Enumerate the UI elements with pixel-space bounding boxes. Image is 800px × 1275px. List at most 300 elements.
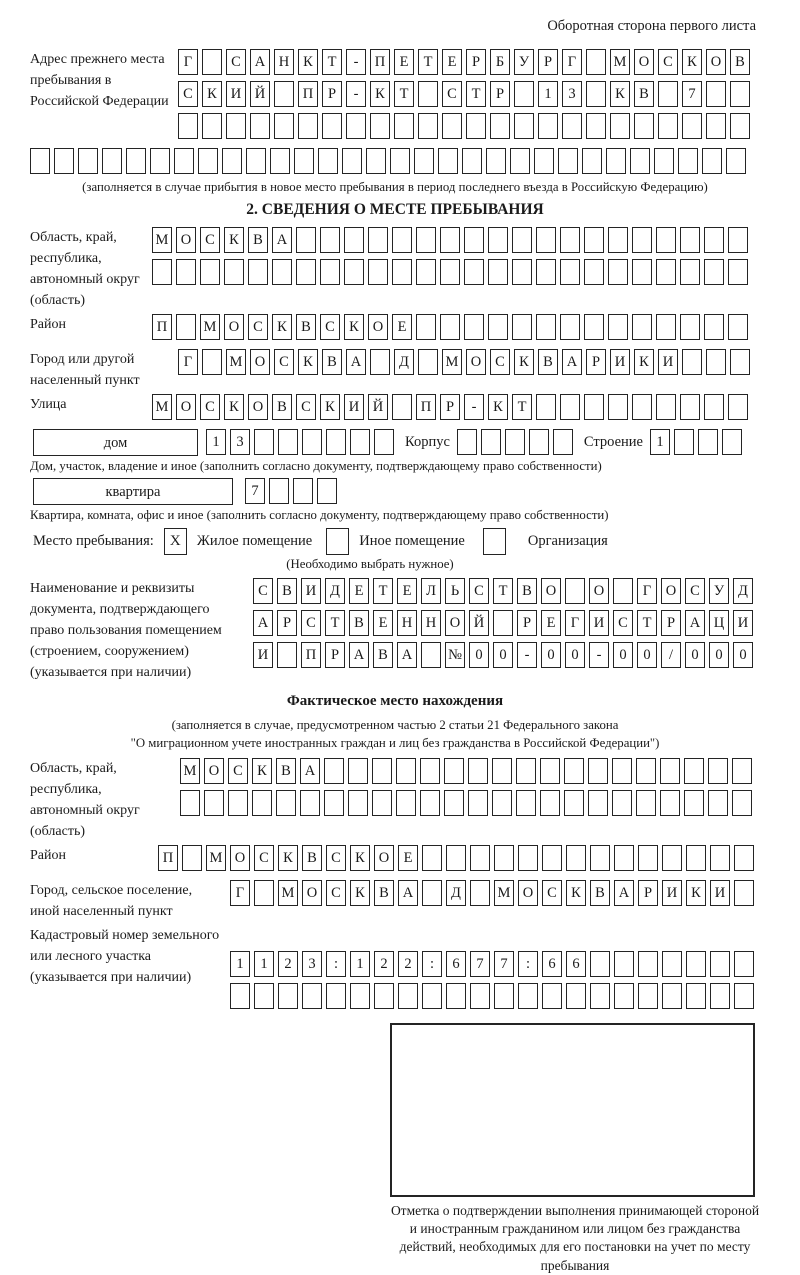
char-cell[interactable] [632,394,652,420]
char-cell[interactable] [584,227,604,253]
char-cell[interactable]: С [320,314,340,340]
char-cell[interactable] [422,845,442,871]
char-cell[interactable] [614,983,634,1009]
char-cell[interactable]: 7 [682,81,702,107]
char-cell[interactable]: П [152,314,172,340]
char-cell[interactable] [536,314,556,340]
char-cell[interactable]: А [346,349,366,375]
char-cell[interactable]: Ь [445,578,465,604]
char-cell[interactable] [558,148,578,174]
char-cell[interactable] [269,478,289,504]
char-cell[interactable] [682,113,702,139]
char-cell[interactable] [370,113,390,139]
char-cell[interactable]: 2 [278,951,298,977]
char-cell[interactable] [320,259,340,285]
char-cell[interactable]: А [300,758,320,784]
char-cell[interactable] [298,113,318,139]
char-cell[interactable]: Г [637,578,657,604]
char-cell[interactable] [734,951,754,977]
char-cell[interactable]: С [178,81,198,107]
char-cell[interactable] [421,642,441,668]
char-cell[interactable] [270,148,290,174]
char-cell[interactable]: 3 [230,429,250,455]
char-cell[interactable] [462,148,482,174]
char-cell[interactable] [374,429,394,455]
char-cell[interactable]: Л [421,578,441,604]
char-cell[interactable] [632,227,652,253]
char-cell[interactable]: Е [442,49,462,75]
char-cell[interactable]: О [302,880,322,906]
char-cell[interactable]: Т [373,578,393,604]
char-cell[interactable]: Е [541,610,561,636]
char-cell[interactable] [396,790,416,816]
char-cell[interactable] [346,113,366,139]
char-cell[interactable]: С [326,845,346,871]
char-cell[interactable]: Р [325,642,345,668]
char-cell[interactable]: А [614,880,634,906]
char-cell[interactable]: Т [493,578,513,604]
char-cell[interactable]: К [488,394,508,420]
char-cell[interactable]: А [272,227,292,253]
char-cell[interactable] [505,429,525,455]
char-cell[interactable]: К [278,845,298,871]
char-cell[interactable]: - [346,81,366,107]
char-cell[interactable] [656,394,676,420]
char-cell[interactable] [662,845,682,871]
char-cell[interactable] [202,349,222,375]
char-cell[interactable] [710,845,730,871]
char-cell[interactable] [182,845,202,871]
char-cell[interactable] [654,148,674,174]
char-cell[interactable] [565,578,585,604]
char-cell[interactable]: К [634,349,654,375]
char-cell[interactable] [728,314,748,340]
char-cell[interactable]: К [566,880,586,906]
char-cell[interactable]: 1 [538,81,558,107]
char-cell[interactable] [512,227,532,253]
char-cell[interactable] [516,758,536,784]
char-cell[interactable]: М [206,845,226,871]
char-cell[interactable]: К [224,227,244,253]
char-cell[interactable] [730,113,750,139]
char-cell[interactable] [490,113,510,139]
char-cell[interactable] [608,227,628,253]
char-cell[interactable] [317,478,337,504]
char-cell[interactable]: 0 [469,642,489,668]
char-cell[interactable]: В [296,314,316,340]
char-cell[interactable] [510,148,530,174]
char-cell[interactable]: К [350,845,370,871]
char-cell[interactable]: Р [440,394,460,420]
char-cell[interactable]: 6 [446,951,466,977]
char-cell[interactable]: В [373,642,393,668]
char-cell[interactable] [226,113,246,139]
char-cell[interactable]: Е [394,49,414,75]
char-cell[interactable] [446,845,466,871]
char-cell[interactable] [518,845,538,871]
char-cell[interactable]: О [230,845,250,871]
char-cell[interactable] [326,983,346,1009]
char-cell[interactable] [540,790,560,816]
char-cell[interactable] [560,259,580,285]
char-cell[interactable]: - [464,394,484,420]
char-cell[interactable] [512,314,532,340]
char-cell[interactable]: А [398,880,418,906]
char-cell[interactable] [684,790,704,816]
char-cell[interactable] [366,148,386,174]
char-cell[interactable] [493,610,513,636]
char-cell[interactable] [588,758,608,784]
char-cell[interactable] [444,758,464,784]
char-cell[interactable]: К [686,880,706,906]
char-cell[interactable] [638,845,658,871]
checkbox-organization[interactable] [483,528,506,555]
char-cell[interactable]: Р [638,880,658,906]
char-cell[interactable] [542,983,562,1009]
char-cell[interactable] [102,148,122,174]
char-cell[interactable] [254,983,274,1009]
char-cell[interactable]: А [397,642,417,668]
char-cell[interactable]: 3 [302,951,322,977]
char-cell[interactable]: С [248,314,268,340]
char-cell[interactable] [418,349,438,375]
char-cell[interactable]: П [298,81,318,107]
char-cell[interactable] [613,578,633,604]
char-cell[interactable]: Т [418,49,438,75]
char-cell[interactable]: С [326,880,346,906]
char-cell[interactable] [398,983,418,1009]
char-cell[interactable] [590,951,610,977]
char-cell[interactable]: Г [562,49,582,75]
char-cell[interactable] [438,148,458,174]
char-cell[interactable]: Д [394,349,414,375]
char-cell[interactable] [702,148,722,174]
char-cell[interactable] [706,113,726,139]
char-cell[interactable] [529,429,549,455]
char-cell[interactable]: С [469,578,489,604]
char-cell[interactable] [686,845,706,871]
char-cell[interactable] [420,790,440,816]
char-cell[interactable]: Д [733,578,753,604]
char-cell[interactable] [704,259,724,285]
char-cell[interactable] [514,113,534,139]
char-cell[interactable] [422,983,442,1009]
char-cell[interactable]: 3 [562,81,582,107]
char-cell[interactable]: Р [322,81,342,107]
char-cell[interactable] [394,113,414,139]
char-cell[interactable] [464,314,484,340]
char-cell[interactable]: 0 [733,642,753,668]
char-cell[interactable]: М [278,880,298,906]
char-cell[interactable] [470,983,490,1009]
char-cell[interactable] [277,642,297,668]
char-cell[interactable] [440,314,460,340]
char-cell[interactable] [706,349,726,375]
char-cell[interactable]: К [224,394,244,420]
char-cell[interactable]: О [176,227,196,253]
char-cell[interactable] [392,227,412,253]
char-cell[interactable]: - [346,49,366,75]
char-cell[interactable]: К [252,758,272,784]
char-cell[interactable] [536,259,556,285]
char-cell[interactable]: Р [466,49,486,75]
char-cell[interactable]: О [204,758,224,784]
char-cell[interactable] [152,259,172,285]
char-cell[interactable] [344,227,364,253]
char-cell[interactable]: Р [277,610,297,636]
char-cell[interactable] [562,113,582,139]
char-cell[interactable]: 6 [566,951,586,977]
char-cell[interactable]: Н [274,49,294,75]
char-cell[interactable]: 1 [230,951,250,977]
char-cell[interactable] [464,259,484,285]
char-cell[interactable]: В [302,845,322,871]
char-cell[interactable]: Й [469,610,489,636]
char-cell[interactable] [368,259,388,285]
char-cell[interactable]: Р [490,81,510,107]
char-cell[interactable]: Т [512,394,532,420]
char-cell[interactable] [374,983,394,1009]
char-cell[interactable]: Н [421,610,441,636]
char-cell[interactable]: № [445,642,465,668]
char-cell[interactable]: М [152,394,172,420]
checkbox-residential[interactable]: X [164,528,187,555]
char-cell[interactable] [698,429,718,455]
char-cell[interactable]: И [710,880,730,906]
char-cell[interactable]: 1 [254,951,274,977]
char-cell[interactable] [488,227,508,253]
char-cell[interactable] [608,314,628,340]
char-cell[interactable]: А [250,49,270,75]
char-cell[interactable]: И [658,349,678,375]
char-cell[interactable]: Р [661,610,681,636]
char-cell[interactable] [586,81,606,107]
char-cell[interactable] [662,983,682,1009]
char-cell[interactable] [176,259,196,285]
char-cell[interactable] [444,790,464,816]
char-cell[interactable]: А [562,349,582,375]
char-cell[interactable] [320,227,340,253]
char-cell[interactable] [126,148,146,174]
char-cell[interactable]: К [610,81,630,107]
char-cell[interactable] [710,951,730,977]
char-cell[interactable] [516,790,536,816]
char-cell[interactable] [734,845,754,871]
char-cell[interactable] [704,314,724,340]
char-cell[interactable]: М [442,349,462,375]
char-cell[interactable] [457,429,477,455]
char-cell[interactable]: 0 [541,642,561,668]
char-cell[interactable] [588,790,608,816]
char-cell[interactable] [466,113,486,139]
char-cell[interactable] [656,259,676,285]
char-cell[interactable] [686,951,706,977]
char-cell[interactable] [246,148,266,174]
char-cell[interactable] [272,259,292,285]
char-cell[interactable]: П [301,642,321,668]
char-cell[interactable] [318,148,338,174]
char-cell[interactable]: Е [398,845,418,871]
char-cell[interactable]: О [374,845,394,871]
char-cell[interactable] [202,113,222,139]
char-cell[interactable] [590,845,610,871]
char-cell[interactable] [658,81,678,107]
char-cell[interactable] [678,148,698,174]
char-cell[interactable]: 0 [637,642,657,668]
char-cell[interactable] [674,429,694,455]
char-cell[interactable] [486,148,506,174]
char-cell[interactable] [608,394,628,420]
char-cell[interactable]: Д [325,578,345,604]
char-cell[interactable]: М [152,227,172,253]
char-cell[interactable] [566,983,586,1009]
char-cell[interactable]: 1 [206,429,226,455]
char-cell[interactable] [150,148,170,174]
char-cell[interactable] [586,49,606,75]
char-cell[interactable]: П [370,49,390,75]
char-cell[interactable]: К [202,81,222,107]
char-cell[interactable]: 7 [494,951,514,977]
char-cell[interactable] [708,758,728,784]
char-cell[interactable]: Т [322,49,342,75]
char-cell[interactable]: В [634,81,654,107]
char-cell[interactable]: - [517,642,537,668]
char-cell[interactable]: Н [397,610,417,636]
char-cell[interactable] [322,113,342,139]
char-cell[interactable] [564,790,584,816]
char-cell[interactable] [726,148,746,174]
char-cell[interactable] [302,983,322,1009]
char-cell[interactable]: С [490,349,510,375]
char-cell[interactable]: А [349,642,369,668]
char-cell[interactable] [634,113,654,139]
char-cell[interactable] [680,227,700,253]
char-cell[interactable]: О [541,578,561,604]
char-cell[interactable]: К [298,49,318,75]
char-cell[interactable]: И [733,610,753,636]
char-cell[interactable]: П [158,845,178,871]
char-cell[interactable]: С [200,227,220,253]
char-cell[interactable]: К [298,349,318,375]
char-cell[interactable] [730,349,750,375]
char-cell[interactable]: Б [490,49,510,75]
char-cell[interactable]: 0 [565,642,585,668]
char-cell[interactable] [418,81,438,107]
char-cell[interactable]: Т [637,610,657,636]
char-cell[interactable] [492,790,512,816]
char-cell[interactable]: О [224,314,244,340]
char-cell[interactable] [176,314,196,340]
char-cell[interactable] [680,259,700,285]
char-cell[interactable] [488,259,508,285]
char-cell[interactable] [630,148,650,174]
char-cell[interactable] [274,113,294,139]
char-cell[interactable] [686,983,706,1009]
char-cell[interactable]: М [610,49,630,75]
char-cell[interactable] [326,429,346,455]
char-cell[interactable]: С [228,758,248,784]
char-cell[interactable] [584,314,604,340]
char-cell[interactable] [464,227,484,253]
char-cell[interactable] [442,113,462,139]
char-cell[interactable]: Г [178,349,198,375]
char-cell[interactable]: Е [392,314,412,340]
char-cell[interactable]: М [180,758,200,784]
char-cell[interactable] [414,148,434,174]
char-cell[interactable] [416,314,436,340]
char-cell[interactable] [614,951,634,977]
char-cell[interactable]: С [200,394,220,420]
char-cell[interactable]: 0 [685,642,705,668]
char-cell[interactable] [392,259,412,285]
char-cell[interactable] [198,148,218,174]
char-cell[interactable] [372,790,392,816]
char-cell[interactable] [632,259,652,285]
char-cell[interactable]: К [514,349,534,375]
char-cell[interactable]: 0 [709,642,729,668]
char-cell[interactable]: 2 [374,951,394,977]
char-cell[interactable]: В [276,758,296,784]
char-cell[interactable]: М [226,349,246,375]
char-cell[interactable] [728,259,748,285]
char-cell[interactable] [468,790,488,816]
char-cell[interactable] [682,349,702,375]
char-cell[interactable]: В [590,880,610,906]
char-cell[interactable] [582,148,602,174]
char-cell[interactable] [440,227,460,253]
char-cell[interactable] [296,259,316,285]
char-cell[interactable]: О [634,49,654,75]
char-cell[interactable]: О [518,880,538,906]
char-cell[interactable] [274,81,294,107]
char-cell[interactable]: 1 [650,429,670,455]
char-cell[interactable]: П [416,394,436,420]
char-cell[interactable]: К [272,314,292,340]
char-cell[interactable] [566,845,586,871]
char-cell[interactable]: О [176,394,196,420]
char-cell[interactable] [418,113,438,139]
char-cell[interactable] [252,790,272,816]
char-cell[interactable]: Г [230,880,250,906]
char-cell[interactable] [584,259,604,285]
char-cell[interactable] [540,758,560,784]
char-cell[interactable] [224,259,244,285]
char-cell[interactable] [684,758,704,784]
char-cell[interactable] [564,758,584,784]
char-cell[interactable] [534,148,554,174]
char-cell[interactable] [656,227,676,253]
char-cell[interactable] [324,790,344,816]
char-cell[interactable] [590,983,610,1009]
char-cell[interactable] [536,394,556,420]
char-cell[interactable] [636,758,656,784]
char-cell[interactable] [732,790,752,816]
char-cell[interactable]: А [253,610,273,636]
char-cell[interactable] [350,983,370,1009]
char-cell[interactable] [470,880,490,906]
char-cell[interactable]: И [662,880,682,906]
char-cell[interactable]: / [661,642,681,668]
char-cell[interactable] [420,758,440,784]
char-cell[interactable] [372,758,392,784]
char-cell[interactable]: М [494,880,514,906]
char-cell[interactable] [704,394,724,420]
char-cell[interactable]: И [226,81,246,107]
char-cell[interactable]: С [613,610,633,636]
char-cell[interactable] [680,314,700,340]
char-cell[interactable] [536,227,556,253]
char-cell[interactable] [656,314,676,340]
